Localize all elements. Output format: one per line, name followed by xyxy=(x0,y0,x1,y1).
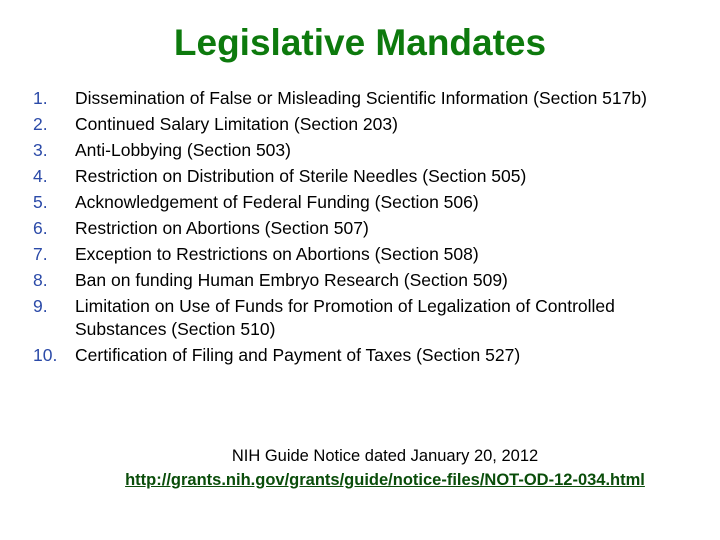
item-number: 6. xyxy=(33,218,48,238)
list-item xyxy=(33,139,693,162)
item-number: 5. xyxy=(33,192,48,212)
page-title: Legislative Mandates xyxy=(173,22,547,63)
notice-link[interactable]: http://grants.nih.gov/grants/guide/notice-files/NOT-OD-12-034.html xyxy=(125,471,645,489)
footer xyxy=(0,444,720,492)
list-item xyxy=(33,269,693,292)
item-number: 7. xyxy=(33,244,48,264)
item-number: 10. xyxy=(33,345,58,365)
item-number: 2. xyxy=(33,114,48,134)
list-item xyxy=(33,87,693,110)
list-item xyxy=(33,243,693,266)
item-number: 1. xyxy=(33,88,48,108)
item-text: Limitation on Use of Funds for Promotion of Legalization of Controlled Substances (Section 510) xyxy=(75,296,615,339)
item-text: Anti-Lobbying (Section 503) xyxy=(75,140,291,160)
item-text: Exception to Restrictions on Abortions (Section 508) xyxy=(75,244,479,264)
item-text: Restriction on Distribution of Sterile Needles (Section 505) xyxy=(75,166,527,186)
list-item xyxy=(33,113,693,136)
list-item xyxy=(33,344,693,367)
notice-text: NIH Guide Notice dated January 20, 2012 xyxy=(231,447,539,465)
item-text: Ban on funding Human Embryo Research (Section 509) xyxy=(75,270,508,290)
list-item xyxy=(33,165,693,188)
item-number: 4. xyxy=(33,166,48,186)
item-text: Continued Salary Limitation (Section 203) xyxy=(75,114,398,134)
list-item xyxy=(33,217,693,240)
list-item xyxy=(33,191,693,214)
item-number: 9. xyxy=(33,296,48,316)
item-text: Dissemination of False or Misleading Scientific Information (Section 517b) xyxy=(75,88,647,108)
item-number: 3. xyxy=(33,140,48,160)
mandate-list xyxy=(33,87,693,370)
item-text: Certification of Filing and Payment of Taxes (Section 527) xyxy=(75,345,521,365)
item-number: 8. xyxy=(33,270,48,290)
item-text: Restriction on Abortions (Section 507) xyxy=(75,218,369,238)
list-item xyxy=(33,295,693,341)
item-text: Acknowledgement of Federal Funding (Section 506) xyxy=(75,192,479,212)
